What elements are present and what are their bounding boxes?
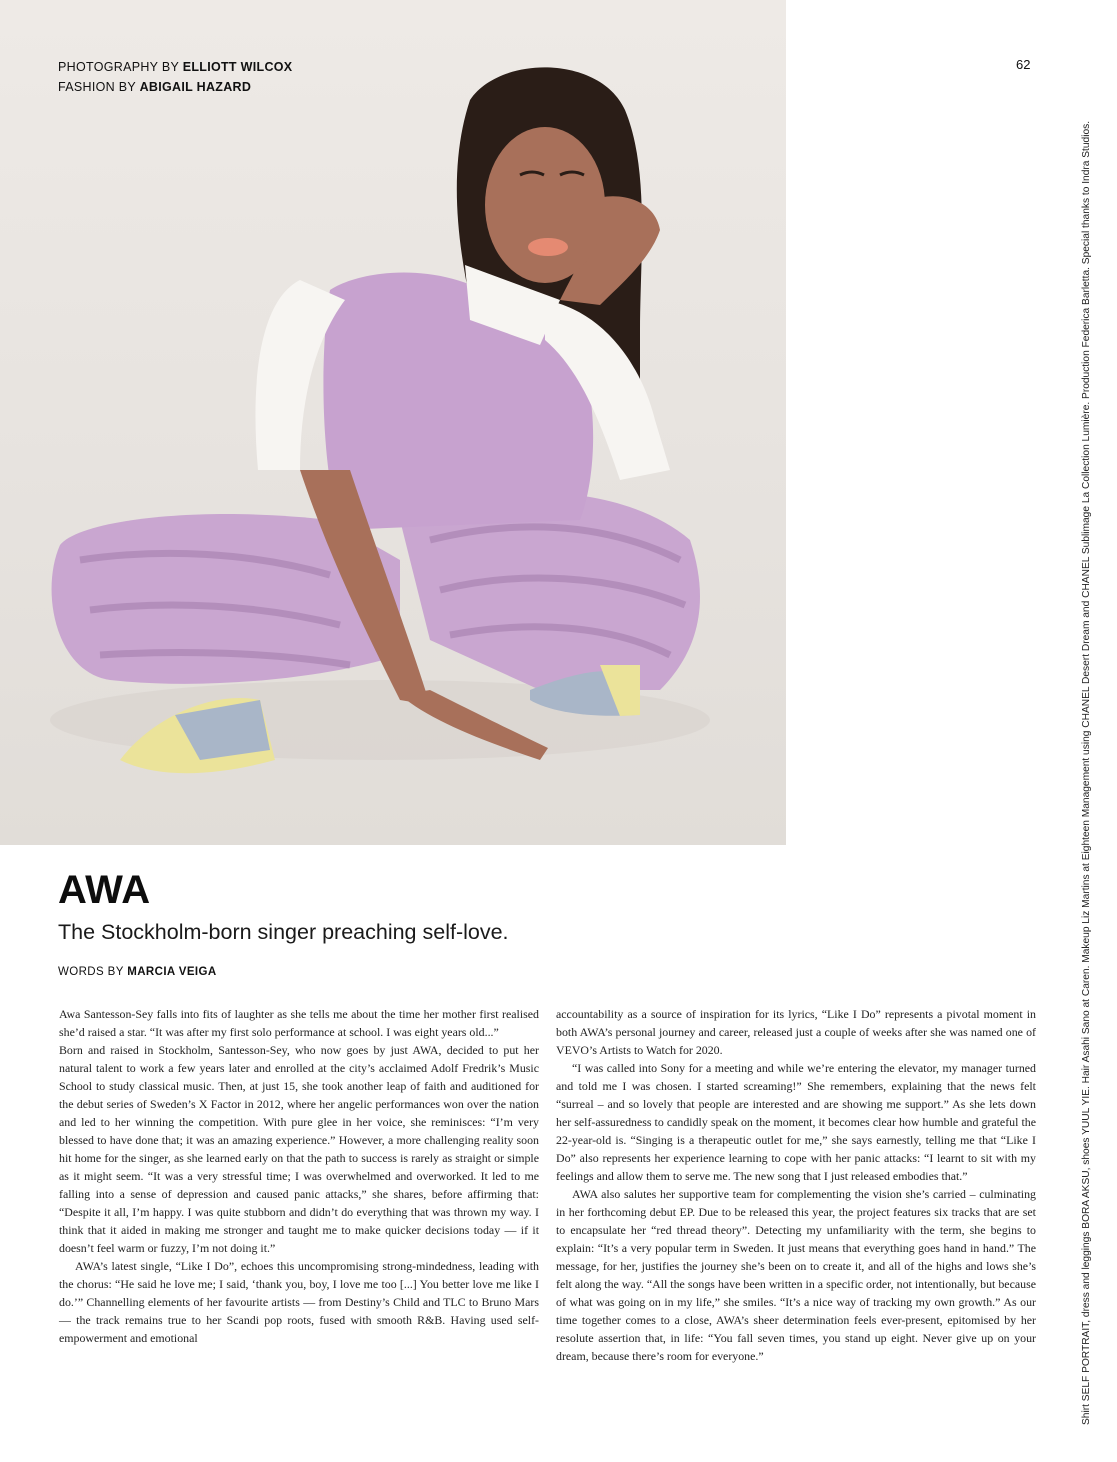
paragraph: accountability as a source of inspiration for its lyrics, “Like I Do” represents a pivotal moment in both AWA’s personal journey and career, released just a couple of weeks after she was named one of VEVO’s Artists to Watch for 2020. <box>556 1007 1036 1057</box>
article-headline: AWA <box>58 868 151 912</box>
side-credits: Shirt SELF PORTRAIT, dress and leggings BORA AKSU, shoes YUUL YIE. Hair Asahi Sano at Caren. Makeup Liz Martins at Eighteen Management using CHANEL Desert Dream and CHANEL Sublimage La Collection Lumière. Production Federica Barletta. Special thanks to Indra Studios. <box>1081 120 1092 1425</box>
paragraph: “I was called into Sony for a meeting and while we’re entering the elevator, my manager turned and told me I was chosen. I started screaming!” She remembers, explaining that the news felt “surreal – and so lovely that people are interested and are showing me support.” As she lets down her self-assuredness to candidly speak on the moment, it becomes clear how humble and grateful the 22-year-old is. “Singing is a therapeutic outlet for me,” she says earnestly, telling me that “Like I Do” also represents her experience learning to cope with her panic attacks: “I learnt to sit with my feelings and allow them to serve me. The new song that I just released embodies that.” <box>556 1061 1036 1183</box>
article-byline <box>58 966 217 978</box>
portrait-illustration <box>0 0 786 845</box>
byline-prefix: WORDS BY <box>58 966 124 978</box>
photo-credits <box>58 57 292 97</box>
stylist-name: ABIGAIL HAZARD <box>139 80 252 94</box>
cover-photo <box>0 0 786 845</box>
lips <box>528 238 568 256</box>
face <box>485 127 605 283</box>
article-column-1 <box>59 1005 539 1347</box>
paragraph: Born and raised in Stockholm, Santesson-Sey, who now goes by just AWA, decided to put her natural talent to work a few years later and enrolled at the city’s acclaimed Adolf Fredrik’s Music School to study classical music. Then, at just 15, she took another leap of faith and auditioned for the debut series of Sweden’s X Factor in 2012, where her angelic performances won over the nation and led to her winning the competition. With pure glee in her voice, she reminisces: “I’m very blessed to have done that; it was an amazing experience.” However, a more challenging reality soon hit home for the singer, as she learned early on that the path to success is rarely as straight or simple as it might seem. “It was a very stressful time; I was overwhelmed and overworked. It led to me falling into a sense of depression and caused panic attacks,” she shares, before affirming that: “Despite it all, I’m happy. I was quite stubborn and didn’t do everything that was thrown my way. I think that it aided in making me stronger and taught me to make quicker decisions today — if it doesn’t feel warm or fuzzy, I’m not doing it.” <box>59 1043 539 1255</box>
photographer-name: ELLIOTT WILCOX <box>182 60 293 74</box>
paragraph: AWA’s latest single, “Like I Do”, echoes this uncompromising strong-mindedness, leading with the chorus: “He said he love me; I said, ‘thank you, boy, I love me too [...] You better love me like I do.’” Channelling elements of her favourite artists — from Destiny’s Child and TLC to Bruno Mars — the track remains true to her Scandi pop roots, fused with smooth R&B. Having used self-empowerment and emotional <box>59 1259 539 1345</box>
article-column-2 <box>556 1005 1036 1365</box>
paragraph: Awa Santesson-Sey falls into fits of laughter as she tells me about the time her mother first realised she’d raised a star. “It was after my first solo performance at school. I was eight years old...” <box>59 1007 539 1039</box>
article-standfirst: The Stockholm-born singer preaching self-love. <box>58 920 509 944</box>
photo-credit-prefix: PHOTOGRAPHY BY <box>58 60 179 74</box>
paragraph: AWA also salutes her supportive team for complementing the vision she’s carried – culminating in her forthcoming debut EP. Due to be released this year, the project features six tracks that are set to encapsulate her “red thread theory”. Detecting my unfamiliarity with the term, she begins to explain: “It’s a very popular term in Sweden. It just means that everything goes hand in hand.” The message, for her, justifies the journey she’s been on to create it, and all of the highs and lows she’s felt along the way. “All the songs have been written in a specific order, not intentionally, but because of what was going on in my life,” she smiles. “It’s a nice way of tracking my own growth.” As our time together comes to a close, AWA’s sheer determination feels ever-present, epitomised by her resolute assertion that, in life: “You fall seven times, you stand up eight. Never give up on your dream, because there’s room for everyone.” <box>556 1187 1036 1363</box>
fashion-credit-prefix: FASHION BY <box>58 80 136 94</box>
author-name: MARCIA VEIGA <box>127 966 217 978</box>
page-number: 62 <box>1016 57 1031 72</box>
